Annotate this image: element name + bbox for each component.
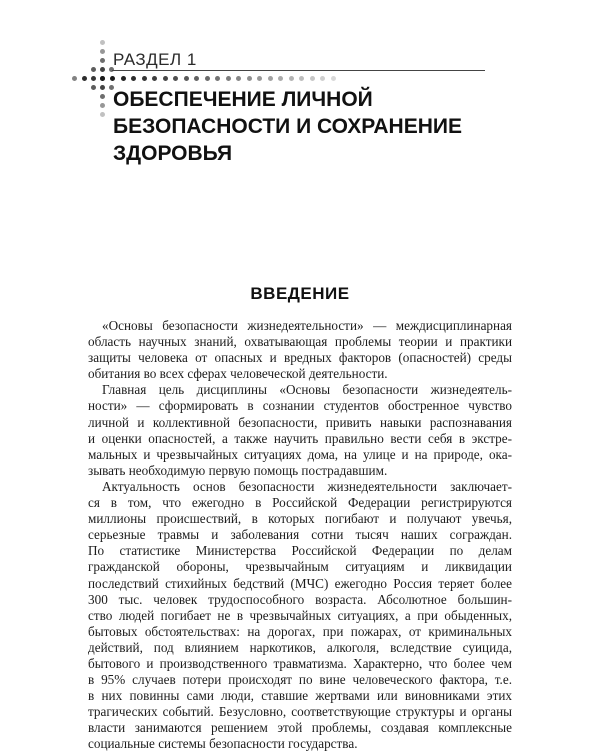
text-line: Актуальность основ безопасности жизнедеятельности заключает- <box>102 478 512 494</box>
section-title-line: ОБЕСПЕЧЕНИЕ ЛИЧНОЙ <box>113 88 373 111</box>
text-line: в них повинны сами люди, ставшие жертвами или виновниками этих <box>88 688 512 704</box>
decorative-dot <box>310 76 315 81</box>
text-line: действий, под влиянием наркотиков, алкоголя, вследствие суицида, <box>88 639 512 655</box>
decorative-dot <box>121 76 126 81</box>
text-line: ности» — сформировать в сознании студентов обостренное чувство <box>88 398 512 414</box>
decorative-dot <box>82 76 87 81</box>
decorative-dot <box>152 76 157 81</box>
section-header <box>0 0 600 170</box>
text-line: мальных и чрезвычайных ситуациях дома, на улице и на природе, ока- <box>88 446 512 462</box>
decorative-dot <box>289 76 294 81</box>
text-line: область научных знаний, охватывающая проблемы теории и практики <box>88 334 512 350</box>
text-line: ство людей погибает не в чрезвычайных ситуациях, а при обыденных, <box>88 607 512 623</box>
text-line: социальные системы безопасности государства. <box>88 736 358 752</box>
text-line: зывать необходимую первую помощь пострадавшим. <box>88 462 388 478</box>
text-line: последствий стихийных бедствий (МЧС) ежегодно Россия теряет более <box>88 575 512 591</box>
paragraph <box>88 382 512 479</box>
text-line: «Основы безопасности жизнедеятельности» — междисциплинарная <box>102 318 512 333</box>
decorative-dot <box>100 67 105 72</box>
text-line: 300 тыс. человек трудоспособного возраста. Абсолютное большин- <box>88 591 512 607</box>
decorative-dot <box>236 76 241 81</box>
decorative-dot <box>91 85 96 90</box>
decorative-dot <box>268 76 273 81</box>
text-line: и оценки опасностей, а также научить правильно вести себя в экстре- <box>88 430 512 446</box>
decorative-dot <box>247 76 252 81</box>
decorative-dot <box>226 76 231 81</box>
decorative-dot <box>91 67 96 72</box>
decorative-dot <box>100 49 105 54</box>
text-line: Главная цель дисциплины «Основы безопасности жизнедеятель- <box>102 382 512 398</box>
text-line: личной и коллективной безопасности, привить навыки распознавания <box>88 414 512 430</box>
decorative-dot <box>299 76 304 81</box>
text-line: власти занимаются решением этой проблемы, создавая комплексные <box>88 720 512 736</box>
decorative-dot <box>72 76 77 81</box>
text-line: защиты человека от опасных и вредных факторов (опасностей) среды <box>88 350 512 366</box>
intro-heading: ВВЕДЕНИЕ <box>250 284 350 303</box>
text-line: миллионы происшествий, в которых погибают и получают увечья, <box>88 511 512 527</box>
paragraph <box>88 318 512 382</box>
section-title-line: БЕЗОПАСНОСТИ И СОХРАНЕНИЕ <box>113 115 462 138</box>
decorative-dot <box>184 76 189 81</box>
decorative-dot <box>100 40 105 45</box>
text-line: обитания во всех сферах человеческой деятельности. <box>88 366 388 382</box>
decorative-dot <box>278 76 283 81</box>
decorative-dot <box>331 76 336 81</box>
text-line: бытового и производственного травматизма. Характерно, что более чем <box>88 655 512 671</box>
decorative-dot <box>142 76 147 81</box>
decorative-dot <box>100 103 105 108</box>
decorative-dot <box>131 76 136 81</box>
text-line: гражданской обороны, чрезвычайным ситуациям и ликвидации <box>88 559 512 575</box>
decorative-dot <box>194 76 199 81</box>
decorative-dot <box>173 76 178 81</box>
section-label: РАЗДЕЛ 1 <box>113 50 197 69</box>
text-line: серьезные травмы и заболевания сотни тысяч наших сограждан. <box>88 527 512 543</box>
text-line: бытовых обстоятельствах: на дорогах, при пожарах, от криминальных <box>88 623 512 639</box>
decorative-dot <box>215 76 220 81</box>
text-line: ся в том, что ежегодно в Российской Федерации регистрируются <box>88 495 512 511</box>
decorative-dot <box>320 76 325 81</box>
decorative-dot <box>100 112 105 117</box>
header-rule <box>112 70 485 71</box>
decorative-dot <box>100 76 105 81</box>
decorative-dot <box>163 76 168 81</box>
decorative-dot <box>91 76 96 81</box>
text-line: трагических событий. Безусловно, соответствующие структуры и органы <box>88 704 512 720</box>
intro-body-text <box>88 318 512 753</box>
decorative-dot <box>100 58 105 63</box>
paragraph <box>88 479 512 753</box>
section-title <box>113 86 533 167</box>
decorative-dot <box>110 76 115 81</box>
decorative-dot <box>100 85 105 90</box>
text-line: По статистике Министерства Российской Федерации по делам <box>88 543 512 559</box>
decorative-dot <box>205 76 210 81</box>
decorative-dot <box>257 76 262 81</box>
text-line: в 95% случаев потери происходят по вине человеческого фактора, т.е. <box>88 672 512 688</box>
section-title-line: ЗДОРОВЬЯ <box>113 142 233 165</box>
decorative-dot <box>100 94 105 99</box>
